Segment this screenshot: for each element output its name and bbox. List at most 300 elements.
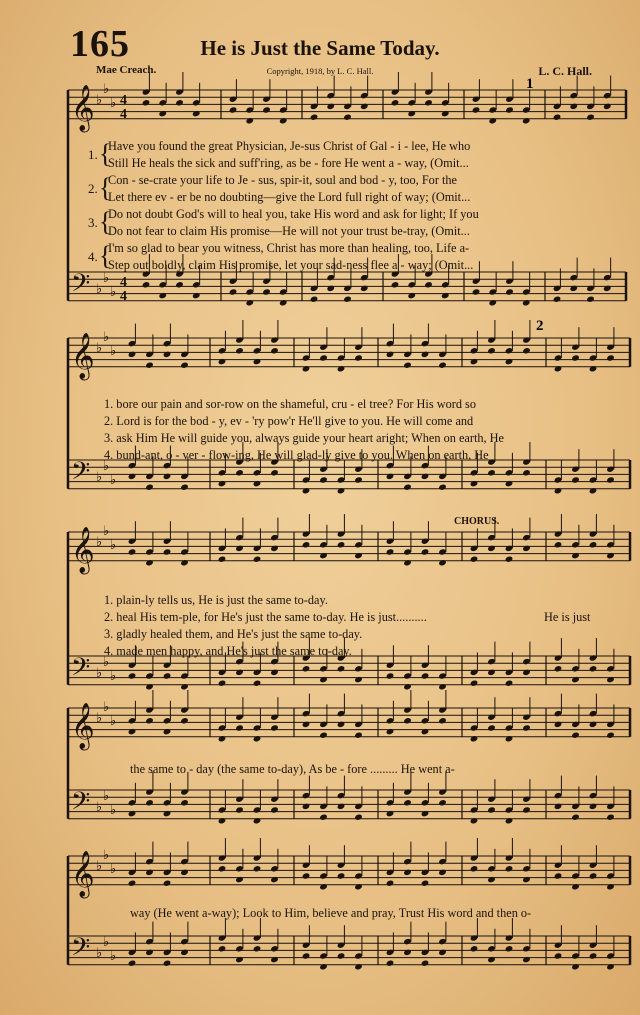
time-signature-bottom: 4 <box>120 107 127 122</box>
note-head <box>354 676 363 683</box>
note-head <box>253 735 262 742</box>
note-head <box>470 735 479 742</box>
time-signature-bottom: 4 <box>120 289 127 304</box>
flat-icon: ♭ <box>110 803 117 818</box>
treble-clef-icon: 𝄞 <box>71 85 95 131</box>
verse-number: 1. <box>88 147 98 162</box>
note-head <box>554 487 563 494</box>
verse-number: 2. <box>88 181 98 196</box>
note-head <box>192 292 201 299</box>
flat-icon: ♭ <box>103 82 110 97</box>
note-head <box>354 732 363 739</box>
note-head <box>158 110 167 117</box>
note-head <box>554 803 563 810</box>
note-head <box>337 803 346 810</box>
note-head <box>253 480 262 487</box>
note-head <box>175 281 184 288</box>
note-head <box>438 683 447 690</box>
note-head <box>505 556 514 563</box>
note-head <box>569 103 578 110</box>
note-head <box>438 362 447 369</box>
note-head <box>235 469 244 476</box>
note-head <box>571 814 580 821</box>
flat-icon: ♭ <box>96 535 103 550</box>
note-head <box>163 351 172 358</box>
note-head <box>145 799 154 806</box>
note-head <box>522 956 531 963</box>
note-head <box>403 799 412 806</box>
note-head <box>354 552 363 559</box>
verse-4 <box>88 240 479 274</box>
note-head <box>571 676 580 683</box>
note-head <box>218 480 227 487</box>
verse-number: 3. <box>88 215 98 230</box>
note-head <box>386 473 395 480</box>
note-head <box>421 672 430 679</box>
note-head <box>218 817 227 824</box>
chorus-label: CHORUS. <box>454 516 500 527</box>
verse-line: Still He heals the sick and suff'ring, as be - fore He went a - way, (Omit... <box>108 156 469 170</box>
note-head <box>571 354 580 361</box>
note-head <box>606 814 615 821</box>
flat-icon: ♭ <box>110 473 117 488</box>
note-head <box>589 541 598 548</box>
note-head <box>128 960 137 967</box>
note-head <box>354 963 363 970</box>
note-head <box>522 876 531 883</box>
note-head <box>554 872 563 879</box>
note-head <box>218 680 227 687</box>
lyric-line: 2. heal His tem-ple, for He's just the same to-day. He is just.......... <box>104 610 427 624</box>
note-head <box>302 721 311 728</box>
note-head <box>403 683 412 690</box>
lyric-alt-line: He is just <box>544 610 591 624</box>
note-head <box>487 669 496 676</box>
flat-icon: ♭ <box>96 470 103 485</box>
note-head <box>438 559 447 566</box>
note-head <box>407 292 416 299</box>
note-head <box>505 735 514 742</box>
note-head <box>589 665 598 672</box>
bass-clef-icon: 𝄢 <box>71 933 91 968</box>
note-head <box>424 99 433 106</box>
note-head <box>569 285 578 292</box>
note-head <box>487 956 496 963</box>
note-head <box>128 351 137 358</box>
note-head <box>421 880 430 887</box>
note-head <box>270 806 279 813</box>
note-head <box>421 960 430 967</box>
note-head <box>487 806 496 813</box>
note-head <box>319 676 328 683</box>
note-head <box>606 963 615 970</box>
flat-icon: ♭ <box>103 271 110 286</box>
note-head <box>603 285 612 292</box>
lyric-line: 1. bore our pain and sor-row on the shameful, cru - el tree? For His word so <box>104 397 476 411</box>
note-head <box>421 351 430 358</box>
note-head <box>192 110 201 117</box>
note-head <box>145 869 154 876</box>
note-head <box>589 872 598 879</box>
note-head <box>522 469 531 476</box>
lyric-line: 2. Lord is for the bod - y, ev - 'ry pow'r He'll give to you. He will come and <box>104 414 474 428</box>
note-head <box>586 114 595 121</box>
note-head <box>505 680 514 687</box>
note-head <box>302 541 311 548</box>
flat-icon: ♭ <box>110 669 117 684</box>
note-head <box>487 876 496 883</box>
note-head <box>326 285 335 292</box>
note-head <box>253 945 262 952</box>
note-head <box>472 288 481 295</box>
verse-number: 4. <box>88 249 98 264</box>
note-head <box>279 117 288 124</box>
note-head <box>319 814 328 821</box>
flat-icon: ♭ <box>96 946 103 961</box>
note-head <box>554 541 563 548</box>
note-head <box>554 952 563 959</box>
note-head <box>262 288 271 295</box>
note-head <box>571 963 580 970</box>
brace-icon: { <box>99 172 112 203</box>
note-head <box>163 880 172 887</box>
note-head <box>180 869 189 876</box>
note-head <box>470 817 479 824</box>
note-head <box>386 810 395 817</box>
note-head <box>163 672 172 679</box>
note-head <box>145 949 154 956</box>
note-head <box>253 680 262 687</box>
flat-icon: ♭ <box>96 711 103 726</box>
lyric-line: 3. ask Him He will guide you, always guide your heart aright; When on earth, He <box>104 431 505 445</box>
bass-clef-icon: 𝄢 <box>71 457 91 492</box>
note-head <box>386 548 395 555</box>
lyric-line-system5: way (He went a-way); Look to Him, believe and pray, Trust His word and then o- <box>130 906 532 920</box>
note-head <box>403 559 412 566</box>
note-head <box>235 956 244 963</box>
note-head <box>470 680 479 687</box>
note-head <box>319 732 328 739</box>
note-head <box>522 545 531 552</box>
lyric-block-system3 <box>104 592 427 660</box>
note-head <box>421 473 430 480</box>
note-head <box>310 296 319 303</box>
note-head <box>302 487 311 494</box>
copyright-notice: Copyright, 1918, by L. C. Hall. <box>266 66 374 76</box>
note-head <box>438 799 447 806</box>
note-head <box>218 735 227 742</box>
note-head <box>270 956 279 963</box>
verse-line: I'm so glad to bear you witness, Christ has more than healing, too, Life a- <box>108 241 470 255</box>
note-head <box>218 358 227 365</box>
note-head <box>421 548 430 555</box>
note-head <box>386 880 395 887</box>
composer-credit: L. C. Hall. <box>538 64 592 78</box>
note-head <box>488 117 497 124</box>
note-head <box>441 292 450 299</box>
note-head <box>470 480 479 487</box>
note-head <box>470 358 479 365</box>
note-head <box>589 803 598 810</box>
note-head <box>145 362 154 369</box>
verse-3 <box>88 206 479 240</box>
note-head <box>403 484 412 491</box>
note-head <box>145 559 154 566</box>
note-head <box>487 469 496 476</box>
note-head <box>421 810 430 817</box>
note-head <box>270 347 279 354</box>
note-head <box>589 721 598 728</box>
note-head <box>337 721 346 728</box>
note-head <box>354 814 363 821</box>
note-head <box>522 806 531 813</box>
flat-icon: ♭ <box>96 859 103 874</box>
note-head <box>128 672 137 679</box>
note-head <box>229 106 238 113</box>
note-head <box>354 883 363 890</box>
note-head <box>302 803 311 810</box>
note-head <box>571 883 580 890</box>
note-head <box>180 949 189 956</box>
note-head <box>553 114 562 121</box>
note-head <box>571 732 580 739</box>
note-head <box>606 476 615 483</box>
note-head <box>253 865 262 872</box>
note-head <box>488 299 497 306</box>
note-head <box>128 473 137 480</box>
bass-clef-icon: 𝄢 <box>71 269 91 304</box>
note-head <box>270 669 279 676</box>
treble-clef-icon: 𝄞 <box>71 333 95 379</box>
note-head <box>163 728 172 735</box>
note-head <box>229 288 238 295</box>
lyric-block-system2 <box>104 396 504 464</box>
time-signature-top: 4 <box>120 275 127 290</box>
note-head <box>386 351 395 358</box>
note-head <box>235 669 244 676</box>
second-ending-number: 2 <box>536 318 544 334</box>
note-head <box>554 665 563 672</box>
note-head <box>470 865 479 872</box>
note-head <box>354 476 363 483</box>
note-head <box>505 817 514 824</box>
bass-clef-icon: 𝄢 <box>71 653 91 688</box>
note-head <box>326 103 335 110</box>
verse-block-system1 <box>88 138 479 274</box>
note-head <box>262 106 271 113</box>
note-head <box>235 806 244 813</box>
verse-line: Con - se-crate your life to Je - sus, spir-it, soul and bod - y, too, For the <box>108 173 458 187</box>
verse-line: Do not fear to claim His promise—He will not your trust be-tray, (Omit... <box>108 224 470 238</box>
note-head <box>386 672 395 679</box>
note-head <box>163 960 172 967</box>
note-head <box>235 724 244 731</box>
treble-clef-icon: 𝄞 <box>71 703 95 749</box>
note-head <box>354 354 363 361</box>
note-head <box>145 484 154 491</box>
note-head <box>245 299 254 306</box>
note-head <box>472 106 481 113</box>
note-head <box>270 469 279 476</box>
flat-icon: ♭ <box>110 949 117 964</box>
note-head <box>505 865 514 872</box>
note-head <box>253 817 262 824</box>
note-head <box>386 960 395 967</box>
note-head <box>424 281 433 288</box>
flat-icon: ♭ <box>110 344 117 359</box>
note-head <box>606 552 615 559</box>
note-head <box>302 665 311 672</box>
note-head <box>235 347 244 354</box>
note-head <box>586 296 595 303</box>
note-head <box>606 883 615 890</box>
flat-icon: ♭ <box>103 700 110 715</box>
note-head <box>403 717 412 724</box>
note-head <box>180 559 189 566</box>
note-head <box>554 365 563 372</box>
bass-clef-icon: 𝄢 <box>71 787 91 822</box>
flat-icon: ♭ <box>103 459 110 474</box>
note-head <box>163 548 172 555</box>
note-head <box>571 476 580 483</box>
flat-icon: ♭ <box>103 848 110 863</box>
note-head <box>235 545 244 552</box>
brace-icon: { <box>99 240 112 271</box>
verse-line: Do not doubt God's will to heal you, take His word and ask for light; If you <box>108 207 479 221</box>
flat-icon: ♭ <box>103 935 110 950</box>
note-head <box>522 299 531 306</box>
verse-line: Let there ev - er be no doubting—give the Lord full right of way; (Omit... <box>108 190 471 204</box>
flat-icon: ♭ <box>96 666 103 681</box>
note-head <box>319 354 328 361</box>
note-head <box>438 869 447 876</box>
note-head <box>180 717 189 724</box>
note-head <box>522 117 531 124</box>
note-head <box>606 732 615 739</box>
note-head <box>128 728 137 735</box>
flat-icon: ♭ <box>110 538 117 553</box>
brace-icon: { <box>99 206 112 237</box>
note-head <box>470 556 479 563</box>
note-head <box>337 665 346 672</box>
note-head <box>606 354 615 361</box>
note-head <box>438 484 447 491</box>
lyricist-credit: Mae Creach. <box>96 64 157 76</box>
lyric-line: 1. plain-ly tells us, He is just the same to-day. <box>104 593 328 607</box>
note-head <box>337 365 346 372</box>
flat-icon: ♭ <box>103 789 110 804</box>
note-head <box>386 728 395 735</box>
note-head <box>128 548 137 555</box>
note-head <box>218 865 227 872</box>
lyric-line: 4. made men happy, and He's just the same to-day. <box>104 644 352 658</box>
note-head <box>441 110 450 117</box>
note-head <box>158 292 167 299</box>
note-head <box>253 358 262 365</box>
note-head <box>391 281 400 288</box>
note-head <box>279 299 288 306</box>
note-head <box>470 945 479 952</box>
note-head <box>505 945 514 952</box>
flat-icon: ♭ <box>96 341 103 356</box>
flat-icon: ♭ <box>110 862 117 877</box>
note-head <box>235 876 244 883</box>
note-head <box>180 362 189 369</box>
verse-line: Have you found the great Physician, Je-sus Christ of Gal - i - lee, He who <box>108 139 471 153</box>
flat-icon: ♭ <box>103 330 110 345</box>
note-head <box>589 487 598 494</box>
note-head <box>270 876 279 883</box>
note-head <box>505 358 514 365</box>
note-head <box>505 480 514 487</box>
note-head <box>142 281 151 288</box>
note-head <box>245 117 254 124</box>
note-head <box>180 484 189 491</box>
hymn-number: 165 <box>70 23 130 65</box>
treble-clef-icon: 𝄞 <box>71 527 95 573</box>
note-head <box>302 872 311 879</box>
note-head <box>438 717 447 724</box>
flat-icon: ♭ <box>103 655 110 670</box>
note-head <box>403 949 412 956</box>
verse-1 <box>88 138 479 172</box>
note-head <box>180 799 189 806</box>
note-head <box>403 362 412 369</box>
note-head <box>310 114 319 121</box>
note-head <box>487 724 496 731</box>
note-head <box>337 541 346 548</box>
treble-clef-icon: 𝄞 <box>71 851 95 897</box>
note-head <box>606 676 615 683</box>
lyric-line: 3. gladly healed them, and He's just the same to-day. <box>104 627 363 641</box>
note-head <box>218 945 227 952</box>
note-head <box>163 810 172 817</box>
note-head <box>391 99 400 106</box>
brace-icon: { <box>99 138 112 169</box>
hymn-title: He is Just the Same Today. <box>200 36 440 60</box>
note-head <box>589 952 598 959</box>
note-head <box>175 99 184 106</box>
note-head <box>589 365 598 372</box>
verse-line: Step out boldly, claim His promise, let your sad-ness flee a - way; (Omit... <box>108 258 474 272</box>
lyric-line-system4: the same to - day (the same to-day), As be - fore ......... He went a- <box>130 762 455 776</box>
note-head <box>554 721 563 728</box>
flat-icon: ♭ <box>96 282 103 297</box>
note-head <box>319 552 328 559</box>
note-head <box>360 103 369 110</box>
note-head <box>128 880 137 887</box>
note-head <box>319 476 328 483</box>
note-head <box>438 949 447 956</box>
note-head <box>487 545 496 552</box>
note-head <box>522 724 531 731</box>
note-head <box>603 103 612 110</box>
note-head <box>253 556 262 563</box>
flat-icon: ♭ <box>103 524 110 539</box>
flat-icon: ♭ <box>96 93 103 108</box>
note-head <box>522 669 531 676</box>
note-head <box>337 952 346 959</box>
note-head <box>319 963 328 970</box>
first-ending-number: 1 <box>526 76 534 92</box>
note-head <box>302 365 311 372</box>
note-head <box>505 106 514 113</box>
note-head <box>553 296 562 303</box>
flat-icon: ♭ <box>110 714 117 729</box>
time-signature-top: 4 <box>120 93 127 108</box>
note-head <box>180 683 189 690</box>
note-head <box>403 869 412 876</box>
